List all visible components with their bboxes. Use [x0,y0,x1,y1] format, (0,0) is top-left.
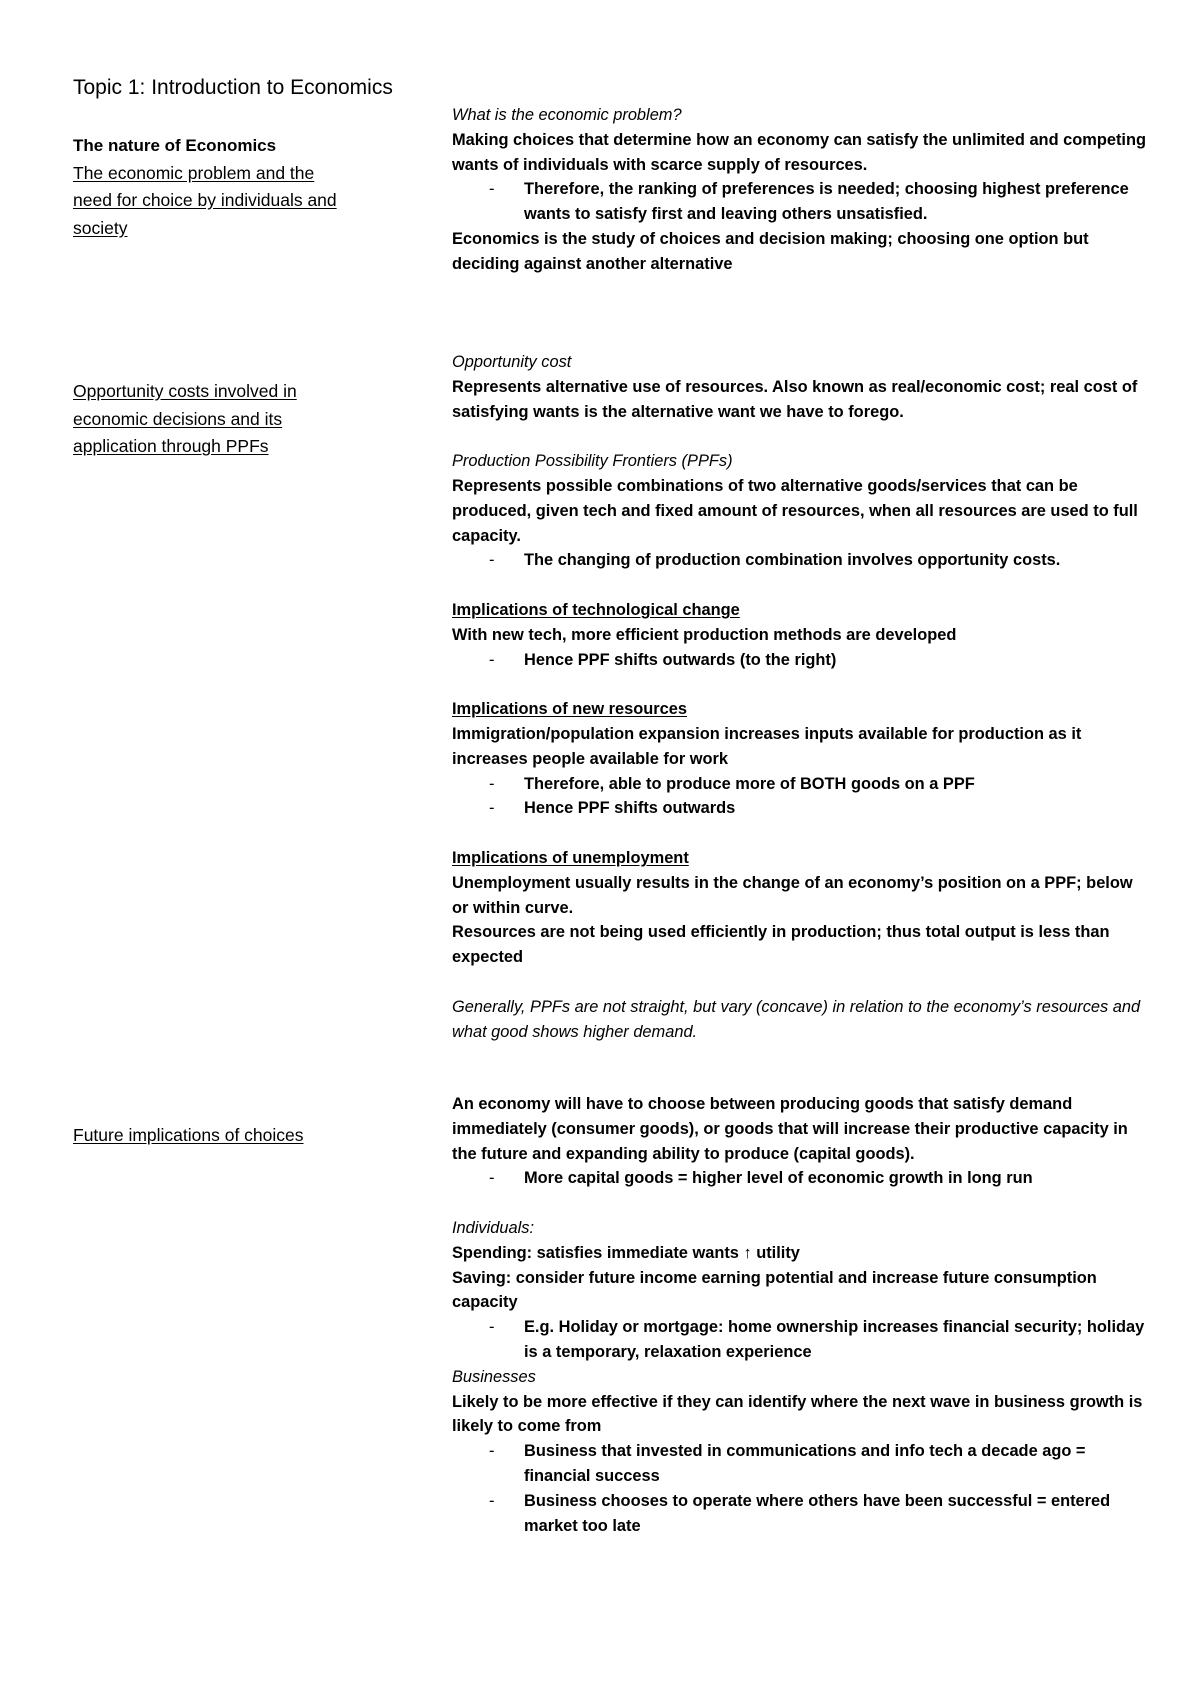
block-future-implications [452,1092,1152,1538]
dash-marker: - [489,774,495,793]
subheading-opportunity-cost: Opportunity cost [452,353,572,371]
paragraph: Spending: satisfies immediate wants ↑ utility [452,1243,800,1262]
link-economic-problem[interactable]: The economic problem and the need for choice by individuals and society [73,162,337,238]
subheading-tech-change: Implications of technological change [452,600,740,619]
subheading-economic-problem: What is the economic problem? [452,106,682,124]
bullet-text: Hence PPF shifts outwards [524,799,736,818]
paragraph: Making choices that determine how an economy can satisfy the unlimited and competing wants of individuals with scarce supply of resources. [452,130,1147,174]
dash-marker: - [489,1442,495,1461]
bullet-item [452,177,1152,227]
bullet-item [452,1166,1152,1191]
bullet-item [452,648,1152,673]
bullet-item [452,1439,1152,1489]
paragraph: With new tech, more efficient production methods are developed [452,625,957,644]
bullet-text: Business chooses to operate where others have been successful = entered market too late [524,1491,1111,1535]
subheading-businesses: Businesses [452,1367,536,1386]
bullet-item [452,548,1152,573]
link-future-implications[interactable]: Future implications of choices [73,1125,304,1145]
subheading-new-resources: Implications of new resources [452,700,687,719]
bullet-text: Therefore, the ranking of preferences is needed; choosing highest preference wants to satisfy first and leaving others unsatisfied. [524,180,1129,224]
paragraph: Represents alternative use of resources. Also known as real/economic cost; real cost of satisfying wants is the alternative want we have to forego. [452,377,1138,421]
bullet-item [452,796,1152,821]
dash-marker: - [489,180,495,199]
section-heading-nature: The nature of Economics [73,136,277,155]
italic-note: Generally, PPFs are not straight, but vary (concave) in relation to the economy’s resources and what good shows higher demand. [452,997,1141,1041]
subheading-ppf: Production Possibility Frontiers (PPFs) [452,452,733,471]
paragraph: Likely to be more effective if they can identify where the next wave in business growth is likely to come from [452,1392,1143,1436]
dash-marker: - [489,799,495,818]
bullet-text: Hence PPF shifts outwards (to the right) [524,650,837,669]
bullet-text: E.g. Holiday or mortgage: home ownership increases financial security; holiday is a temporary, relaxation experience [524,1318,1145,1361]
paragraph: Economics is the study of choices and decision making; choosing one option but deciding against another alternative [452,229,1089,273]
bullet-text: Business that invested in communications and info tech a decade ago = financial success [524,1442,1086,1485]
left-section-opportunity [73,378,358,461]
dash-marker: - [489,551,495,570]
subheading-unemployment: Implications of unemployment [452,848,689,867]
left-section-nature [73,132,358,242]
paragraph: Represents possible combinations of two alternative goods/services that can be produced, given tech and fixed amount of resources, when all resources are used to full capacity. [452,476,1138,545]
bullet-text: More capital goods = higher level of economic growth in long run [524,1169,1033,1188]
bullet-item [452,1315,1152,1365]
block-opportunity-cost [452,350,1152,1044]
bullet-item [452,1489,1152,1539]
dash-marker: - [489,1491,495,1510]
dash-marker: - [489,1318,495,1337]
bullet-text: The changing of production combination involves opportunity costs. [524,551,1061,570]
subheading-individuals: Individuals: [452,1218,535,1237]
paragraph: Immigration/population expansion increases inputs available for production as it increases people available for work [452,724,1082,768]
paragraph: Resources are not being used efficiently in production; thus total output is less than expected [452,923,1110,967]
dash-marker: - [489,1169,495,1188]
paragraph: Unemployment usually results in the change of an economy’s position on a PPF; below or within curve. [452,873,1133,917]
block-economic-problem [452,103,1152,277]
bullet-item [452,772,1152,797]
left-section-future [73,1122,358,1150]
paragraph: Saving: consider future income earning potential and increase future consumption capacity [452,1268,1097,1312]
page-title: Topic 1: Introduction to Economics [73,76,393,99]
link-opportunity-costs[interactable]: Opportunity costs involved in economic decisions and its application through PPFs [73,381,297,456]
bullet-text: Therefore, able to produce more of BOTH goods on a PPF [524,774,975,793]
dash-marker: - [489,650,495,669]
paragraph: An economy will have to choose between producing goods that satisfy demand immediately (consumer goods), or goods that will increase their productive capacity in the future and expanding ability to produce (capital goods). [452,1095,1128,1163]
